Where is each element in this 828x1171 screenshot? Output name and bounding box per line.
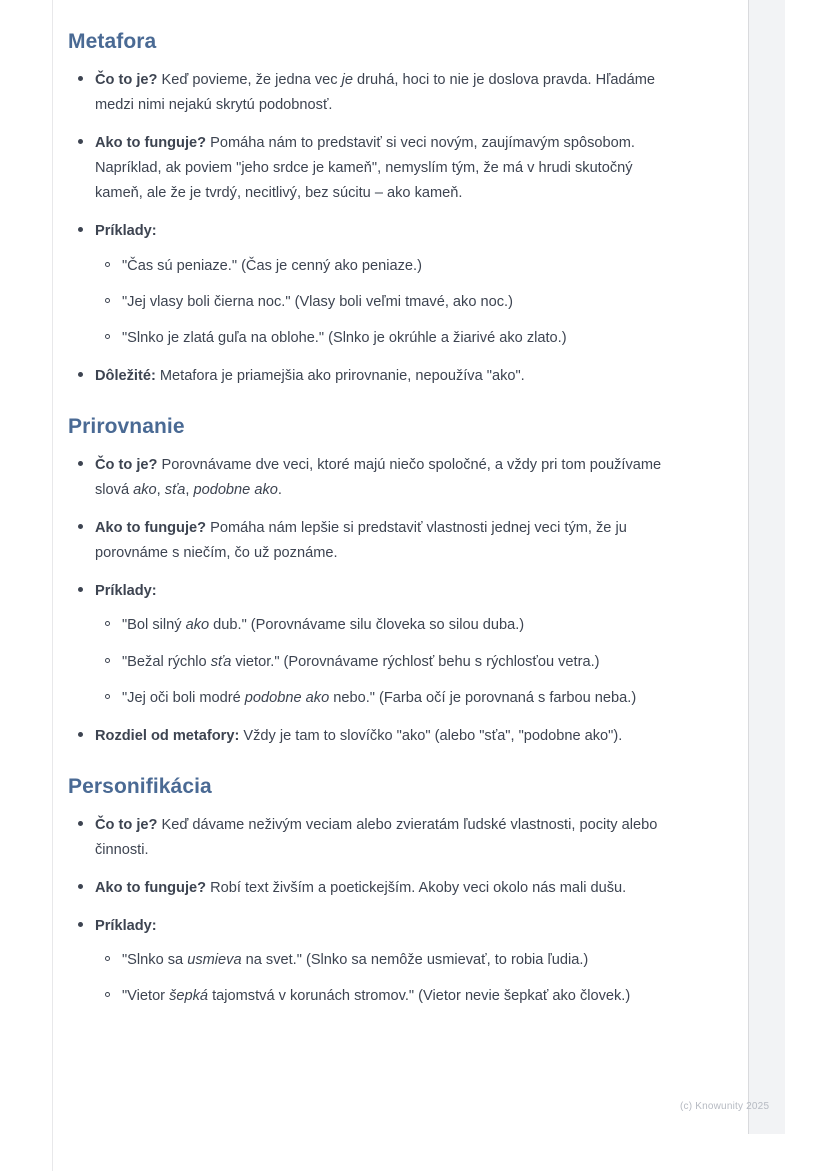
sub-bullet-list: [95, 948, 668, 1009]
hollow-bullet-point-icon: [105, 956, 110, 961]
bullet-point-icon: [78, 524, 83, 529]
list-item: [68, 364, 668, 389]
list-item: [68, 914, 668, 1009]
sub-list-item: [95, 686, 668, 711]
hollow-bullet-point-icon: [105, 298, 110, 303]
copyright-note: (c) Knowunity 2025: [680, 1101, 770, 1112]
document-section: [68, 415, 668, 749]
list-item-lead: Ako to funguje?: [95, 879, 207, 896]
list-item-text: Keď povieme, že jedna vec je druhá, hoci to nie je doslova pravda. Hľadáme medzi nimi nejakú skrytú podobnosť.: [95, 72, 655, 114]
emphasis-text: podobne ako: [193, 482, 278, 499]
sub-list-item: [95, 948, 668, 973]
sub-bullet-list: [95, 254, 668, 351]
bullet-point-icon: [78, 922, 83, 927]
list-item: [68, 453, 668, 503]
bullet-point-icon: [78, 76, 83, 81]
list-item-lead: Čo to je?: [95, 72, 158, 88]
list-item: [68, 219, 668, 350]
bullet-point-icon: [78, 587, 83, 592]
list-item-lead: Dôležité:: [95, 367, 156, 384]
sub-list-item-text: "Slnko sa usmieva na svet." (Slnko sa nemôže usmievať, to robia ľudia.): [122, 952, 589, 969]
document-section: [68, 30, 668, 389]
list-item: [68, 813, 668, 863]
left-margin-rule: [52, 0, 53, 1171]
sub-list-item-text: "Jej vlasy boli čierna noc." (Vlasy boli veľmi tmavé, ako noc.): [122, 293, 513, 310]
bullet-point-icon: [78, 732, 83, 737]
list-item: [68, 68, 668, 118]
list-item-lead: Príklady:: [95, 223, 157, 240]
list-item-text: Robí text živším a poetickejším. Akoby veci okolo nás mali dušu.: [206, 879, 627, 896]
emphasis-text: ako: [185, 617, 210, 634]
sub-list-item: [95, 984, 668, 1009]
emphasis-text: sťa: [164, 482, 186, 499]
emphasis-text: podobne ako: [244, 689, 330, 706]
list-item: [68, 516, 668, 566]
list-item-text: Pomáha nám to predstaviť si veci novým, zaujímavým spôsobom. Napríklad, ak poviem "jeho srdce je kameň", nemyslím tým, že má v hrudi skutočný kameň, ale že je tvrdý, necitlivý, bez súcitu – ako kameň.: [95, 135, 635, 202]
hollow-bullet-point-icon: [105, 658, 110, 663]
list-item-text: Metafora je priamejšia ako prirovnanie, nepoužíva "ako".: [155, 367, 525, 384]
bullet-list: [68, 68, 668, 389]
section-title: Metafora: [68, 30, 157, 53]
hollow-bullet-point-icon: [105, 334, 110, 339]
list-item-lead: Čo to je?: [95, 816, 158, 833]
emphasis-text: šepká: [169, 988, 209, 1005]
sub-list-item-text: "Slnko je zlatá guľa na oblohe." (Slnko je okrúhle a žiarivé ako zlato.): [122, 329, 567, 346]
list-item-text: Vždy je tam to slovíčko "ako" (alebo "sťa", "podobne ako").: [239, 727, 623, 744]
list-item-text: Porovnávame dve veci, ktoré majú niečo spoločné, a vždy pri tom používame slová ako, sťa, podobne ako.: [95, 456, 662, 499]
list-item-lead: Ako to funguje?: [95, 135, 207, 152]
list-item: [68, 131, 668, 206]
bullet-point-icon: [78, 139, 83, 144]
list-item: [68, 876, 668, 901]
sub-list-item: [95, 650, 668, 675]
list-item-lead: Príklady:: [95, 583, 157, 600]
sub-list-item-text: "Čas sú peniaze." (Čas je cenný ako peniaze.): [122, 257, 422, 274]
bullet-list: [68, 813, 668, 1010]
bullet-point-icon: [78, 821, 83, 826]
hollow-bullet-point-icon: [105, 621, 110, 626]
emphasis-text: ako: [133, 482, 157, 499]
sub-list-item-text: "Vietor šepká tajomstvá v korunách stromov." (Vietor nevie šepkať ako človek.): [122, 988, 631, 1005]
sub-list-item: [95, 254, 668, 279]
emphasis-text: usmieva: [187, 952, 242, 969]
emphasis-text: je: [341, 72, 353, 88]
sub-bullet-list: [95, 613, 668, 710]
bullet-point-icon: [78, 372, 83, 377]
hollow-bullet-point-icon: [105, 694, 110, 699]
list-item: [68, 724, 668, 749]
sub-list-item: [95, 326, 668, 351]
hollow-bullet-point-icon: [105, 262, 110, 267]
bullet-point-icon: [78, 461, 83, 466]
list-item-lead: Príklady:: [95, 918, 157, 935]
hollow-bullet-point-icon: [105, 992, 110, 997]
sub-list-item: [95, 613, 668, 638]
bullet-point-icon: [78, 227, 83, 232]
section-title: Prirovnanie: [68, 414, 185, 438]
document-section: [68, 775, 668, 1010]
list-item: [68, 579, 668, 710]
list-item-text: Keď dávame neživým veciam alebo zvieratám ľudské vlastnosti, pocity alebo činnosti.: [95, 816, 658, 858]
sub-list-item-text: "Bežal rýchlo sťa vietor." (Porovnávame rýchlosť behu s rýchlosťou vetra.): [122, 653, 600, 670]
list-item-lead: Rozdiel od metafory:: [95, 727, 240, 744]
section-title: Personifikácia: [68, 774, 212, 798]
list-item-lead: Ako to funguje?: [95, 520, 207, 537]
bullet-point-icon: [78, 884, 83, 889]
bullet-list: [68, 453, 668, 749]
right-side-panel: [749, 0, 785, 1134]
document-content: [68, 30, 668, 1035]
sub-list-item: [95, 290, 668, 315]
list-item-text: Pomáha nám lepšie si predstaviť vlastnosti jednej veci tým, že ju porovnáme s niečím, čo už poznáme.: [95, 520, 627, 562]
sub-list-item-text: "Jej oči boli modré podobne ako nebo." (Farba očí je porovnaná s farbou neba.): [122, 689, 637, 706]
list-item-lead: Čo to je?: [95, 456, 158, 473]
emphasis-text: sťa: [210, 653, 232, 670]
sub-list-item-text: "Bol silný ako dub." (Porovnávame silu človeka so silou duba.): [122, 617, 525, 634]
